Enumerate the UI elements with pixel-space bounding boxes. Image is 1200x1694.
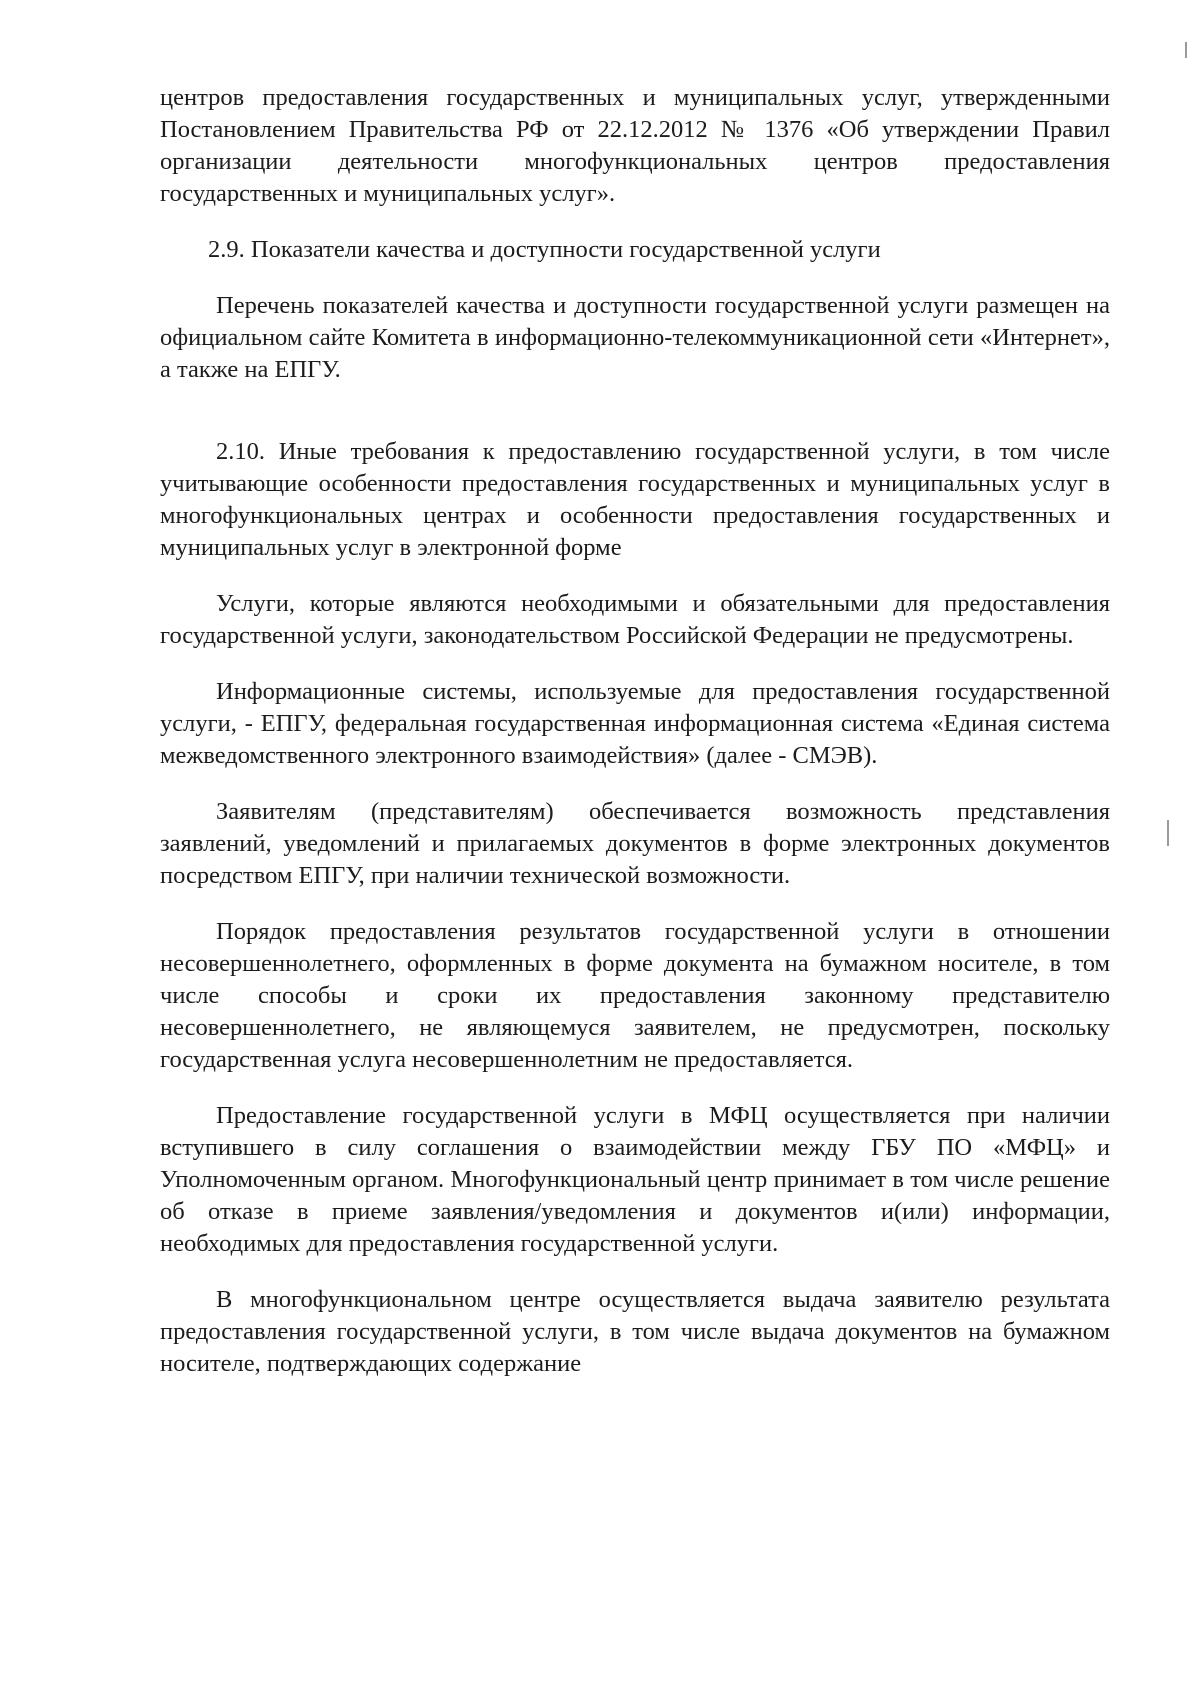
- section-heading-2-10: 2.10. Иные требования к предоставлению государственной услуги, в том числе учитывающие особенности предоставления государственных и муниципальных услуг в многофункциональных центрах и особенности предоставления государственных и муниципальных услуг в электронной форме: [160, 438, 1110, 561]
- paragraph-required-services: Услуги, которые являются необходимыми и обязательными для предоставления государственной услуги, законодательством Российской Федерации не предусмотрены.: [160, 590, 1110, 649]
- paragraph-mfc-provision: Предоставление государственной услуги в МФЦ осуществляется при наличии вступившего в силу соглашения о взаимодействии между ГБУ ПО «МФЦ» и Уполномоченным органом. Многофункциональный центр принимает в том числе решение об отказе в приеме заявления/уведомления и документов и(или) информации, необходимых для предоставления государственной услуги.: [160, 1102, 1110, 1257]
- paragraph-mfc-issuance: В многофункциональном центре осуществляется выдача заявителю результата предоставления государственной услуги, в том числе выдача документов на бумажном носителе, подтверждающих содержание: [160, 1286, 1110, 1377]
- paragraph-minor-results: Порядок предоставления результатов государственной услуги в отношении несовершеннолетнего, оформленных в форме документа на бумажном носителе, в том числе способы и сроки их предоставления законному представителю несовершеннолетнего, не являющемуся заявителем, не предусмотрен, поскольку государственная услуга несовершеннолетним не предоставляется.: [160, 918, 1110, 1073]
- paragraph-continuation: центров предоставления государственных и муниципальных услуг, утвержденными Постановлением Правительства РФ от 22.12.2012 № 1376 «Об утверждении Правил организации деятельности многофункциональных центров предоставления государственных и муниципальных услуг».: [160, 84, 1110, 207]
- paragraph-electronic-submission: Заявителям (представителям) обеспечивается возможность представления заявлений, уведомлений и прилагаемых документов в форме электронных документов посредством ЕПГУ, при наличии технической возможности.: [160, 798, 1110, 889]
- paragraph-information-systems: Информационные системы, используемые для предоставления государственной услуги, - ЕПГУ, федеральная государственная информационная система «Единая система межведомственного электронного взаимодействия» (далее - СМЭВ).: [160, 678, 1110, 769]
- scan-artifact: [1185, 42, 1187, 58]
- paragraph-quality-indicators: Перечень показателей качества и доступности государственной услуги размещен на официальном сайте Комитета в информационно-телекоммуникационной сети «Интернет», а также на ЕПГУ.: [160, 292, 1110, 383]
- document-body: [160, 82, 1110, 1404]
- section-heading-2-9: 2.9. Показатели качества и доступности государственной услуги: [208, 236, 881, 263]
- scan-artifact: [1167, 820, 1169, 846]
